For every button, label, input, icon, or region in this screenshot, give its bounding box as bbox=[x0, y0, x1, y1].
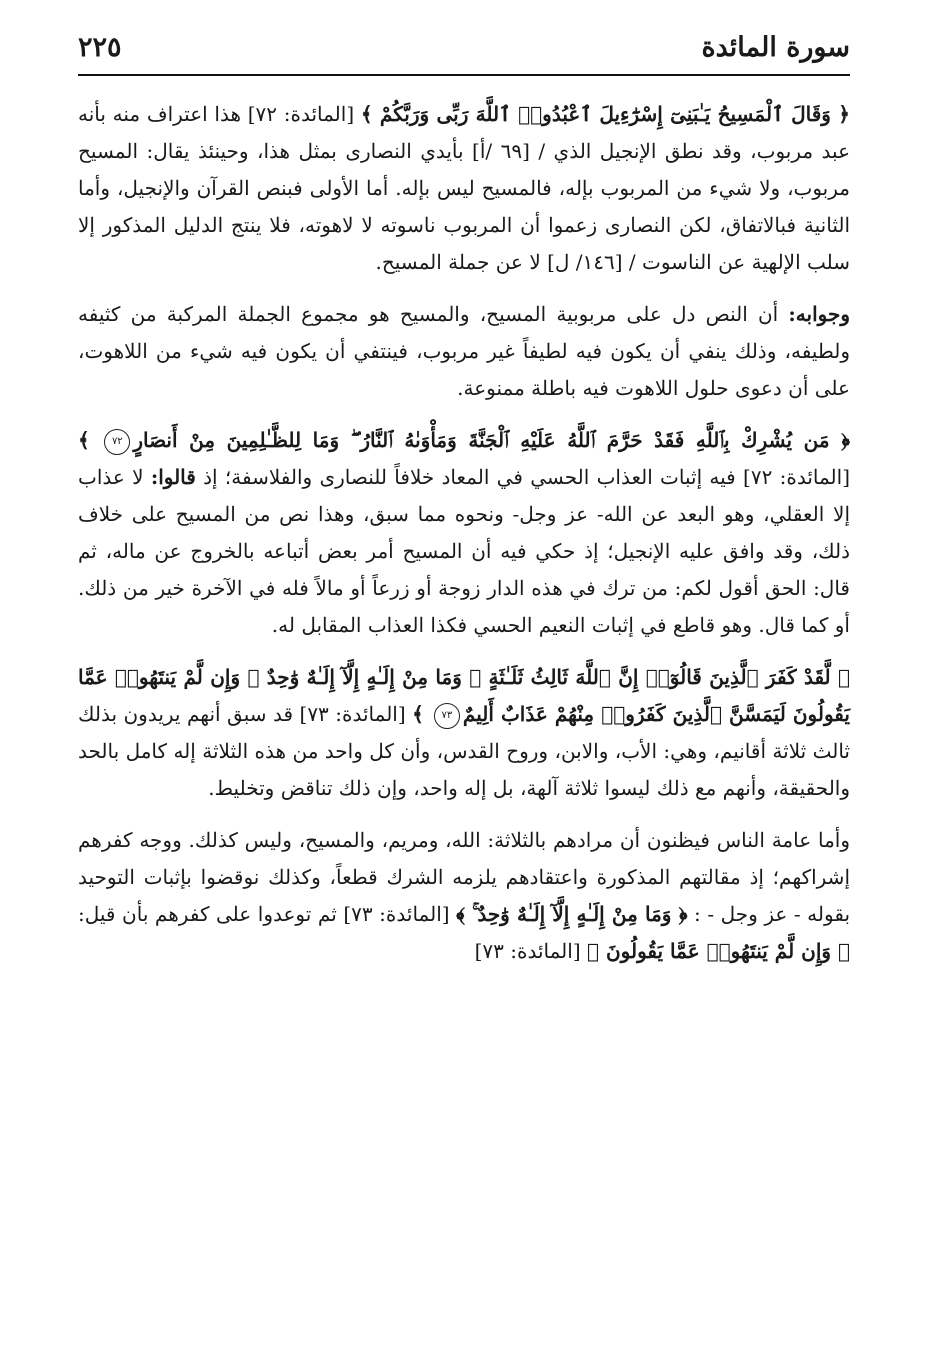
quran-verse-end: ﴾ bbox=[78, 428, 102, 452]
quran-verse: ﴿ مَن يُشْرِكْ بِٱللَّهِ فَقَدْ حَرَّمَ ٱللَّهُ عَلَيْهِ ٱلْجَنَّةَ وَمَأْوَىٰهُ ٱلنَّارُ ۖ وَمَا لِلظَّـٰلِمِينَ مِنْ أَنصَارٍ bbox=[133, 428, 850, 452]
ayah-number-marker: ٧٣ bbox=[434, 703, 460, 729]
paragraph-3 bbox=[78, 422, 850, 644]
commentary-text: أن النص دل على مربوبية المسيح، والمسيح هو مجموع الجملة المركبة من كثيفه ولطيفه، وذلك ينفي أن يكون فيه لطيفاً غير مربوب، فينتفي أن يكون فيه شيء من اللاهوت، على أن دعوى حلول اللاهوت فيه باطلة ممنوعة. bbox=[78, 302, 851, 400]
said-lead: قالوا: bbox=[150, 465, 196, 489]
page-body bbox=[78, 96, 850, 985]
citation-text: [المائدة: ٧٣] bbox=[474, 939, 587, 963]
commentary-text: وأما عامة الناس فيظنون أن مرادهم بالثلاثة: الله، ومريم، والمسيح، وليس كذلك. ووجه كفرهم إشراكهم؛ إذ مقالتهم المذكورة واعتقادهم يلزمه الشرك قطعاً، وكذلك نوقضوا بإثبات التوحيد بقوله - عز وجل - : bbox=[78, 828, 851, 926]
paragraph-5 bbox=[78, 822, 850, 970]
paragraph-2 bbox=[78, 296, 850, 407]
ayah-number-marker: ٧٢ bbox=[104, 429, 130, 455]
quran-verse: ﴿ لَّقَدْ كَفَرَ ٱلَّذِينَ قَالُوٓا۟ إِنَّ ٱللَّهَ ثَالِثُ ثَلَـٰثَةٍ ۘ وَمَا مِنْ إِلَـٰهٍ إِلَّآ إِلَـٰهٌ وَٰحِدٌ ۚ وَإِن لَّمْ يَنتَهُوا۟ عَمَّا يَقُولُونَ لَيَمَسَّنَّ ٱلَّذِينَ كَفَرُوا۟ مِنْهُمْ عَذَابٌ أَلِيمٌ bbox=[78, 665, 850, 726]
commentary-text-continued: [المائدة: ٧٣] ثم توعدوا على كفرهم بأن قيل: bbox=[78, 902, 457, 926]
commentary-text-continued: لا عذاب إلا العقلي، وهو البعد عن الله- عز وجل- ونحوه مما سبق، وهذا نص من المسيح على خلاف ذلك، وقد وافق عليه الإنجيل؛ إذ حكي فيه أن المسيح أمر بعض أتباعه بالخروج عن ماله، ثم قال: الحق أقول لكم: من ترك في هذه الدار زوجة أو زرعاً أو مالاً فله في الآخرة خير من ذلك. أو كما قال. وهو قاطع في إثبات النعيم الحسي فكذا العذاب المقابل له. bbox=[78, 465, 850, 637]
answer-lead: وجوابه: bbox=[788, 302, 850, 326]
commentary-text: [المائدة: ٧٢] فيه إثبات العذاب الحسي في المعاد خلافاً للنصارى والفلاسفة؛ إذ bbox=[195, 465, 850, 489]
page-number: ٢٢٥ bbox=[78, 32, 122, 63]
surah-title: سورة المائدة bbox=[701, 32, 850, 63]
commentary-text: [المائدة: ٧٣] قد سبق أنهم يريدون بذلك ثالث ثلاثة أقانيم، وهي: الأب، والابن، وروح القدس، وأن كل واحد من هذه الثلاثة إله كامل بالحد والحقيقة، وأنهم مع ذلك ليسوا ثلاثة آلهة، بل إله واحد، وإن ذلك تناقض وتخليط. bbox=[78, 702, 850, 800]
quran-verse-end: ﴾ bbox=[412, 702, 431, 726]
quran-verse-second: ﴿ وَإِن لَّمْ يَنتَهُوا۟ عَمَّا يَقُولُونَ ﴾ bbox=[587, 939, 850, 963]
quran-verse: ﴿ وَقَالَ ٱلْمَسِيحُ يَـٰبَنِىٓ إِسْرَٰٓءِيلَ ٱعْبُدُوا۟ ٱللَّهَ رَبِّى وَرَبَّكُمْ ﴾ bbox=[360, 102, 850, 126]
commentary-text: [المائدة: ٧٢] هذا اعتراف منه بأنه عبد مربوب، وقد نطق الإنجيل الذي / [٦٩ /أ] بأيدي النصارى بمثل هذا، وحينئذ يقال: المسيح مربوب، ولا شيء من المربوب بإله، فالمسيح ليس بإله. أما الأولى فبنص القرآن والإنجيل، وأما الثانية فبالاتفاق، لكن النصارى زعموا أن المربوب ناسوته لا لاهوته، فلا ينتج الدليل المذكور إلا سلب الإلهية عن الناسوت / [١٤٦/ ل] لا عن جملة المسيح. bbox=[78, 102, 851, 274]
paragraph-1 bbox=[78, 96, 850, 281]
page-header bbox=[78, 30, 850, 76]
quran-verse: ﴿ وَمَا مِنْ إِلَـٰهٍ إِلَّآ إِلَـٰهٌ وَٰحِدٌ ۚ ﴾ bbox=[456, 902, 688, 926]
paragraph-4 bbox=[78, 659, 850, 807]
